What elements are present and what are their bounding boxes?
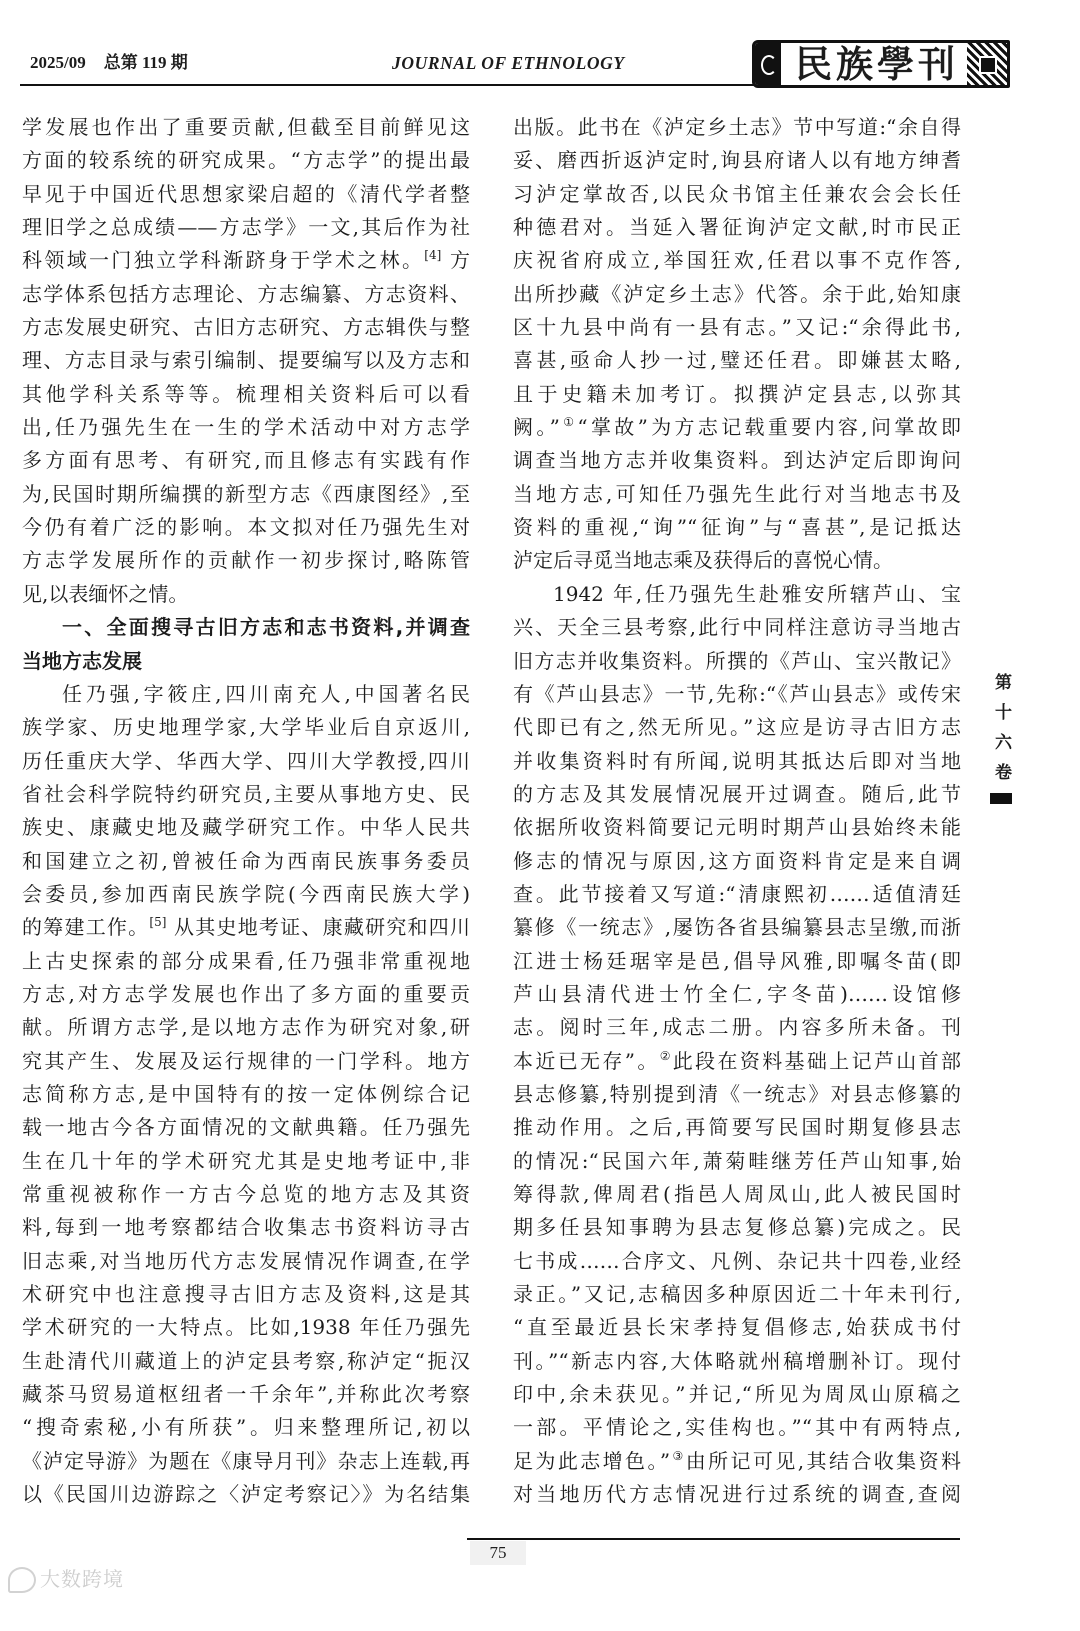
- left-column-line: 早见于中国近代思想家梁启超的《清代学者整: [22, 181, 470, 206]
- watermark-logo-icon: [8, 1567, 36, 1593]
- left-column-line: 常重视被称作一方古今总览的地方志及其资: [22, 1182, 470, 1206]
- logo-ornament-right: [967, 43, 1007, 85]
- right-column-line: 的情况:“民国六年,萧菊畦继芳任芦山知事,始: [513, 1148, 961, 1173]
- right-column-line: 芦山县清代进士竹全仁,字冬苗)……设馆修: [513, 981, 961, 1006]
- right-column-line: 推动作用。之后,再简要写民国时期复修县志: [513, 1115, 961, 1140]
- left-column-line: 会委员,参加西南民族学院(今西南民族大学): [22, 881, 470, 906]
- left-column-line: 志学体系包括方志理论、方志编纂、方志资料、: [22, 281, 470, 306]
- right-column-line: 依据所收资料简要记元明时期芦山县始终未能: [513, 815, 961, 840]
- footer-rule: [467, 1538, 960, 1540]
- right-column-line: 种德君对。当延入署征询泸定文献,时市民正: [513, 215, 961, 240]
- right-column-line: 七书成……合序文、凡例、杂记共十四卷,业经: [513, 1248, 961, 1273]
- right-column: [513, 111, 961, 1511]
- superscript-footnote: ①: [559, 415, 578, 430]
- line-text: “掌故”为方志记载重要内容,问掌故即: [577, 415, 961, 440]
- left-column-line: 《泸定导游》为题在《康导月刊》杂志上连载,再: [22, 1448, 470, 1473]
- right-column-line: 期多任县知事聘为县志复修总纂)完成之。民: [513, 1215, 961, 1240]
- logo-ornament-left: [755, 43, 781, 85]
- right-column-line: 资料的重视,“询”“征询”与“喜甚”,是记抵达: [513, 515, 961, 540]
- left-column-line: [22, 244, 470, 277]
- left-column-line: 其他学科关系等等。梳理相关资料后可以看: [22, 381, 470, 406]
- right-column-line: 筹得款,俾周君(指邑人周凤山,此人被民国时: [513, 1182, 961, 1206]
- right-column-line: 并收集资料时有所闻,说明其抵达后即对当地: [513, 748, 961, 773]
- right-column-line: 修志的情况与原因,这方面资料肯定是来自调: [513, 848, 961, 873]
- header-rule: [20, 84, 754, 86]
- left-column-line: 载一地古今各方面情况的文献典籍。任乃强先: [22, 1115, 470, 1140]
- right-column-line: 且于史籍未加考订。拟撰泸定县志,以弥其: [513, 381, 961, 406]
- right-column-line: 妥、磨西折返泸定时,询县府诸人以有地方绅耆: [513, 148, 961, 173]
- right-column-line: 录正。”又记,志稿因多种原因近二十年未刊行,: [513, 1282, 961, 1307]
- left-column-line: 方面的较系统的研究成果。“方志学”的提出最: [22, 148, 470, 173]
- right-column-line: 泸定后寻觅当地志乘及获得后的喜悦心情。: [513, 548, 893, 573]
- left-column-line: 方志学发展所作的贡献作一初步探讨,略陈管: [22, 548, 470, 573]
- superscript-footnote: ②: [659, 1048, 673, 1063]
- volume-tab: 第十六卷: [991, 673, 1011, 793]
- left-column-line: 料,每到一地考察都结合收集志书资料访寻古: [22, 1215, 470, 1240]
- left-column-line: 志简称方志,是中国特有的按一定体例综合记: [22, 1081, 470, 1106]
- watermark-text: 大数跨境: [40, 1567, 124, 1591]
- line-text: 方: [441, 248, 470, 273]
- right-column-line: 兴、天全三县考察,此行中同样注意访寻当地古: [513, 615, 961, 640]
- left-column: [22, 111, 470, 1511]
- left-column-line: 生在几十年的学术研究尤其是史地考证中,非: [22, 1148, 470, 1173]
- left-column-line: 藏茶马贸易道枢纽者一千余年”,并称此次考察: [22, 1382, 470, 1407]
- left-column-line: 历任重庆大学、华西大学、四川大学教授,四川: [22, 748, 470, 773]
- right-column-line: 出所抄藏《泸定乡土志》代答。余于此,始知康: [513, 281, 961, 306]
- line-text: 科领域一门独立学科渐跻身于学术之林。: [22, 248, 425, 273]
- page-number: 75: [470, 1541, 526, 1565]
- logo-text: 民族學刊: [795, 42, 959, 86]
- line-text: 从其史地考证、康藏研究和四川: [166, 915, 470, 940]
- left-column-line: 今仍有着广泛的影响。本文拟对任乃强先生对: [22, 515, 470, 540]
- left-column-line: 理、方志目录与索引编制、提要编写以及方志和: [22, 348, 470, 373]
- left-column-line: 究其产生、发展及运行规律的一门学科。地方: [22, 1048, 470, 1073]
- right-column-line: 查。此节接着又写道:“清康熙初……适值清廷: [513, 881, 961, 906]
- right-column-line: 刊。”“新志内容,大体略就州稿增删补订。现付: [513, 1348, 961, 1373]
- superscript-citation: [4]: [424, 248, 442, 263]
- right-column-line: [513, 1445, 961, 1478]
- left-column-line: 方志发展史研究、古旧方志研究、方志辑佚与整: [22, 315, 470, 340]
- left-column-line: 以《民国川边游踪之〈泸定考察记〉》为名结集: [22, 1482, 470, 1507]
- right-column-line: 出版。此书在《泸定乡土志》节中写道:“余自得: [513, 115, 961, 139]
- left-column-line: 族学家、历史地理学家,大学毕业后自京返川,: [22, 715, 470, 740]
- journal-title: JOURNAL OF ETHNOLOGY: [392, 53, 625, 73]
- left-column-line: 上古史探索的部分成果看,任乃强非常重视地: [22, 948, 470, 973]
- left-column-line: 生赴清代川藏道上的泸定县考察,称泸定“扼汉: [22, 1348, 470, 1373]
- swirl-icon: [761, 55, 777, 75]
- right-column-line: [513, 411, 961, 444]
- right-column-line: 志。阅时三年,成志二册。内容多所未备。刊: [513, 1015, 961, 1040]
- left-column-line: 出,任乃强先生在一生的学术活动中对方志学: [22, 415, 470, 440]
- right-column-line: 调查当地方志并收集资料。到达泸定后即询问: [513, 448, 961, 473]
- line-text: 本近已无存”。: [513, 1048, 660, 1073]
- line-text: 足为此志增色。”: [513, 1448, 671, 1473]
- right-column-line: 代即已有之,然无所见。”这应是访寻古旧方志: [513, 715, 961, 740]
- right-column-line: 1942 年,任乃强先生赴雅安所辖芦山、宝: [553, 581, 961, 606]
- volume-tab-bar: [990, 793, 1012, 804]
- right-column-line: 习泸定掌故否,以民众书馆主任兼农会会长任: [513, 181, 961, 206]
- left-column-line: “搜奇索秘,小有所获”。归来整理所记,初以: [22, 1415, 470, 1440]
- right-column-line: 的方志及其发展情况展开过调查。随后,此节: [513, 781, 961, 806]
- right-column-line: 纂修《一统志》,屡饬各省县编纂县志呈缴,而浙: [513, 915, 961, 940]
- left-column-line: 和国建立之初,曾被任命为西南民族事务委员: [22, 848, 470, 873]
- left-column-line: 学发展也作出了重要贡献,但截至目前鲜见这: [22, 115, 470, 139]
- left-column-line: 任乃强,字筱庄,四川南充人,中国著名民: [62, 681, 470, 706]
- right-column-line: 当地方志,可知任乃强先生此行对当地志书及: [513, 481, 961, 506]
- issue-info: [30, 52, 188, 74]
- right-column-line: 喜甚,亟命人抄一过,璧还任君。即嫌甚太略,: [513, 348, 961, 373]
- superscript-citation: [5]: [149, 915, 167, 930]
- line-text: 的筹建工作。: [22, 915, 150, 940]
- ornament-square-icon: [979, 56, 997, 74]
- line-text: 阙。”: [513, 415, 560, 440]
- right-column-line: 旧方志并收集资料。所撰的《芦山、宝兴散记》: [513, 648, 961, 673]
- right-column-line: 江进士杨廷琚宰是邑,倡导风雅,即嘱冬苗(即: [513, 948, 961, 973]
- right-column-line: 有《芦山县志》一节,先称:“《芦山县志》或传宋: [513, 681, 961, 706]
- left-column-line: 族史、康藏史地及藏学研究工作。中华人民共: [22, 815, 470, 840]
- section-heading: 当地方志发展: [22, 648, 142, 673]
- issue-number: 总第 119 期: [103, 53, 188, 72]
- left-column-line: 为,民国时期所编撰的新型方志《西康图经》,至: [22, 481, 470, 506]
- left-column-line: 省社会科学院特约研究员,主要从事地方史、民: [22, 781, 470, 806]
- section-heading: 一、全面搜寻古旧方志和志书资料,并调查: [62, 615, 470, 640]
- right-column-line: 对当地历代方志情况进行过系统的调查,查阅: [513, 1482, 961, 1507]
- right-column-line: 庆祝省府成立,举国狂欢,任君以事不克作答,: [513, 248, 961, 273]
- left-column-line: 学术研究的一大特点。比如,1938 年任乃强先: [22, 1315, 470, 1340]
- left-column-line: 术研究中也注意搜寻古旧方志及资料,这是其: [22, 1282, 470, 1307]
- right-column-line: 区十九县中尚有一县有志。”又记:“余得此书,: [513, 315, 961, 340]
- right-column-line: 县志修纂,特别提到清《一统志》对县志修纂的: [513, 1081, 961, 1106]
- left-column-line: 旧志乘,对当地历代方志发展情况作调查,在学: [22, 1248, 470, 1273]
- line-text: 由所记可见,其结合收集资料: [685, 1448, 961, 1473]
- right-column-line: 印中,余未获见。”并记,“所见为周凤山原稿之: [513, 1382, 961, 1407]
- journal-logo: [752, 40, 1010, 88]
- left-column-line: 理旧学之总成绩——方志学》一文,其后作为社: [22, 215, 470, 240]
- left-column-line: 方志,对方志学发展也作出了多方面的重要贡: [22, 981, 470, 1006]
- right-column-line: “直至最近县长宋孝持复倡修志,始获成书付: [513, 1315, 961, 1340]
- left-column-line: [22, 911, 470, 944]
- left-column-line: 见,以表缅怀之情。: [22, 581, 189, 606]
- left-column-line: 多方面有思考、有研究,而且修志有实践有作: [22, 448, 470, 473]
- line-text: 此段在资料基础上记芦山首部: [672, 1048, 961, 1073]
- left-column-line: 献。所谓方志学,是以地方志作为研究对象,研: [22, 1015, 470, 1040]
- issue-date: 2025/09: [30, 53, 86, 72]
- superscript-footnote: ③: [670, 1448, 686, 1463]
- right-column-line: [513, 1045, 961, 1078]
- right-column-line: 一部。平情论之,实佳构也。”“其中有两特点,: [513, 1415, 961, 1440]
